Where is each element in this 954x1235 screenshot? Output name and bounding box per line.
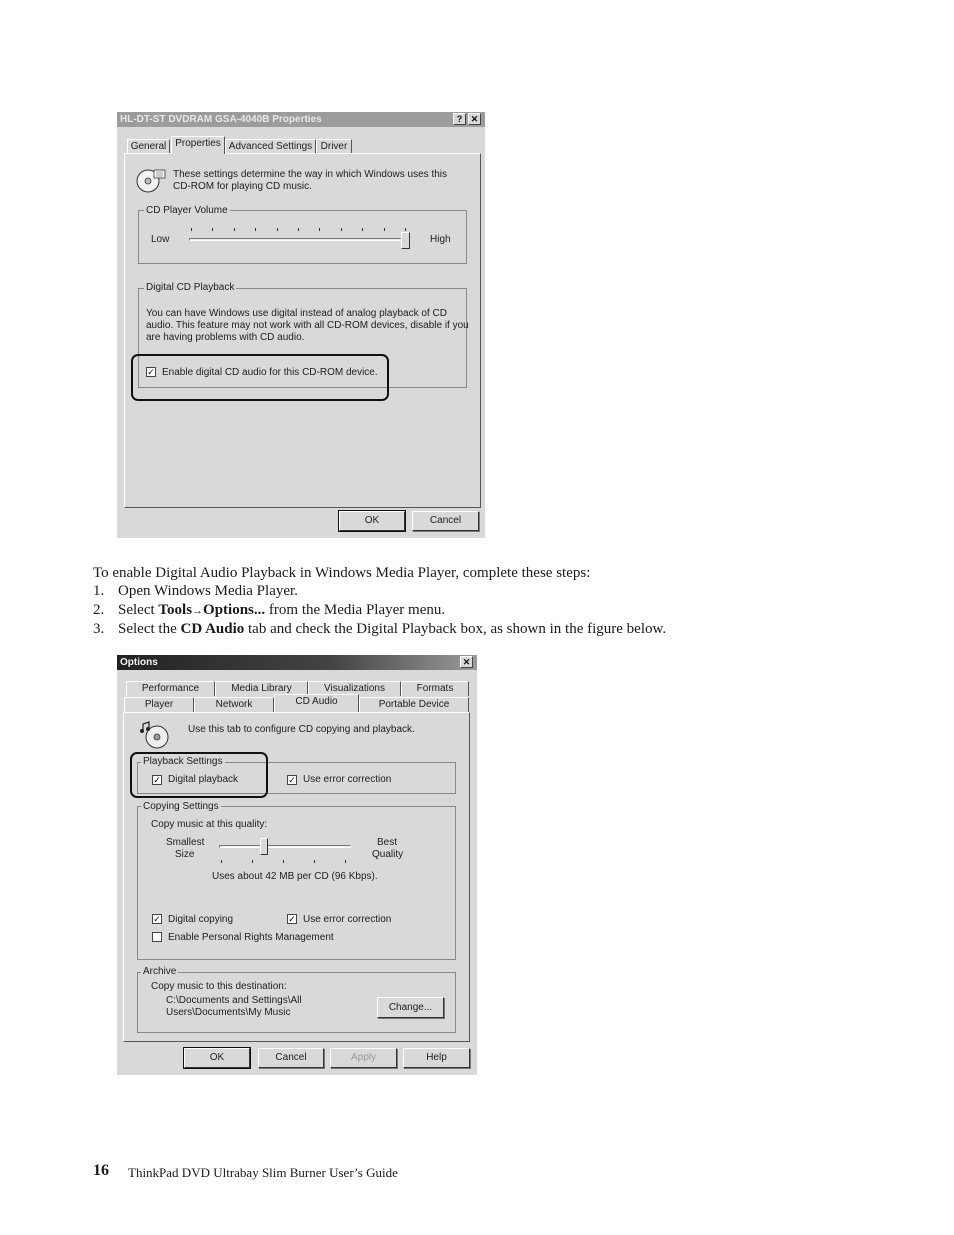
step-1-text: Open Windows Media Player. bbox=[118, 583, 298, 599]
footer-title: ThinkPad DVD Ultrabay Slim Burner User’s Guide bbox=[128, 1165, 398, 1180]
playback-settings-label: Playback Settings bbox=[143, 756, 223, 767]
cd-player-volume-label: CD Player Volume bbox=[146, 205, 228, 216]
quality-tick bbox=[221, 860, 222, 863]
volume-tick bbox=[384, 228, 385, 231]
instructions-intro: To enable Digital Audio Playback in Windows Media Player, complete these steps: bbox=[93, 565, 591, 581]
options-dialog bbox=[117, 655, 477, 1075]
change-button[interactable]: Change... bbox=[377, 997, 444, 1018]
tab-general[interactable]: General bbox=[127, 139, 170, 154]
quality-label: Quality bbox=[372, 849, 404, 860]
tab-formats[interactable]: Formats bbox=[401, 681, 469, 696]
quality-slider-thumb[interactable] bbox=[260, 838, 268, 855]
close-button[interactable]: ✕ bbox=[460, 656, 473, 668]
best-label: Best bbox=[377, 837, 398, 848]
high-label: High bbox=[430, 234, 451, 245]
volume-tick bbox=[341, 228, 342, 231]
cd-music-icon bbox=[136, 168, 166, 194]
quality-slider-track bbox=[219, 845, 351, 848]
uses-about-label: Uses about 42 MB per CD (96 Kbps). bbox=[212, 871, 378, 882]
tab-advanced-settings[interactable]: Advanced Settings bbox=[225, 139, 316, 154]
volume-tick bbox=[319, 228, 320, 231]
step-3-number: 3. bbox=[93, 621, 105, 637]
volume-slider-track bbox=[189, 238, 409, 241]
volume-tick bbox=[255, 228, 256, 231]
copy-quality-label: Copy music at this quality: bbox=[151, 819, 268, 830]
step-2-tools: Tools bbox=[158, 602, 193, 618]
page-number: 16 bbox=[93, 1162, 109, 1179]
digital-playback-checkbox[interactable]: ✓ bbox=[153, 775, 161, 785]
playback-error-correction-checkbox[interactable]: ✓ bbox=[288, 775, 296, 785]
enable-prm-checkbox[interactable] bbox=[152, 932, 162, 942]
volume-tick bbox=[298, 228, 299, 231]
highlight-outline bbox=[131, 354, 389, 401]
properties-intro-line2: CD-ROM for playing CD music. bbox=[173, 181, 312, 192]
archive-label: Archive bbox=[143, 966, 177, 977]
music-cd-icon bbox=[139, 721, 171, 749]
quality-tick bbox=[252, 860, 253, 863]
options-title-bar bbox=[117, 655, 477, 670]
highlight-outline bbox=[130, 752, 268, 798]
quality-tick bbox=[345, 860, 346, 863]
enable-digital-audio-checkbox[interactable]: ✓ bbox=[147, 367, 155, 377]
volume-tick bbox=[277, 228, 278, 231]
step-3-cd-audio: CD Audio bbox=[180, 621, 245, 637]
copying-settings-label: Copying Settings bbox=[143, 801, 219, 812]
low-label: Low bbox=[151, 234, 170, 245]
volume-tick bbox=[212, 228, 213, 231]
volume-tick bbox=[362, 228, 363, 231]
cancel-button[interactable]: Cancel bbox=[412, 511, 479, 531]
step-2-post: from the Media Player menu. bbox=[265, 602, 446, 618]
ok-button[interactable]: OK bbox=[184, 1048, 250, 1068]
copy-destination-label: Copy music to this destination: bbox=[151, 981, 287, 992]
size-label: Size bbox=[175, 849, 195, 860]
properties-title: HL-DT-ST DVDRAM GSA-4040B Properties bbox=[120, 114, 322, 125]
step-1-number: 1. bbox=[93, 583, 105, 599]
smallest-label: Smallest bbox=[166, 837, 205, 848]
copying-error-correction-label: Use error correction bbox=[303, 914, 392, 925]
quality-tick bbox=[314, 860, 315, 863]
tab-media-library[interactable]: Media Library bbox=[215, 681, 308, 696]
digital-cd-playback-label: Digital CD Playback bbox=[146, 282, 235, 293]
step-2-options: Options... bbox=[203, 602, 266, 618]
help-button[interactable]: ? bbox=[453, 113, 466, 125]
tab-performance[interactable]: Performance bbox=[126, 681, 215, 696]
playback-error-correction-label: Use error correction bbox=[303, 774, 392, 785]
volume-slider[interactable] bbox=[187, 226, 415, 252]
tab-properties[interactable]: Properties bbox=[171, 136, 225, 154]
digital-text-line1: You can have Windows use digital instead of analog playback of CD bbox=[146, 308, 447, 319]
digital-copying-checkbox[interactable]: ✓ bbox=[153, 914, 161, 924]
digital-playback-label: Digital playback bbox=[168, 774, 239, 785]
step-2-arrow: → bbox=[192, 605, 204, 617]
volume-slider-thumb[interactable] bbox=[401, 232, 410, 249]
digital-text-line2: audio. This feature may not work with all CD-ROM devices, disable if you bbox=[146, 320, 469, 331]
step-3-text bbox=[118, 620, 666, 639]
step-2-text bbox=[118, 601, 445, 621]
digital-copying-label: Digital copying bbox=[168, 914, 234, 925]
tab-driver[interactable]: Driver bbox=[316, 139, 352, 154]
step-3-post: tab and check the Digital Playback box, as shown in the figure below. bbox=[244, 621, 667, 637]
close-button[interactable]: ✕ bbox=[468, 113, 481, 125]
enable-digital-audio-label: Enable digital CD audio for this CD-ROM device. bbox=[162, 367, 378, 378]
volume-tick bbox=[191, 228, 192, 231]
quality-tick bbox=[283, 860, 284, 863]
tab-cd-audio[interactable]: CD Audio bbox=[274, 694, 359, 712]
quality-slider[interactable] bbox=[217, 838, 353, 866]
step-2-number: 2. bbox=[93, 602, 105, 618]
volume-tick bbox=[234, 228, 235, 231]
ok-button[interactable]: OK bbox=[339, 511, 405, 531]
destination-path-line2: Users\Documents\My Music bbox=[166, 1007, 291, 1018]
tab-network[interactable]: Network bbox=[194, 697, 274, 712]
copying-error-correction-checkbox[interactable]: ✓ bbox=[288, 914, 296, 924]
options-title: Options bbox=[120, 657, 158, 668]
help-button[interactable]: Help bbox=[403, 1048, 470, 1068]
tab-player[interactable]: Player bbox=[124, 697, 194, 712]
cancel-button[interactable]: Cancel bbox=[258, 1048, 324, 1068]
volume-tick bbox=[405, 228, 406, 231]
destination-path-line1: C:\Documents and Settings\All bbox=[166, 995, 302, 1006]
step-2-pre: Select bbox=[118, 602, 159, 618]
apply-button[interactable]: Apply bbox=[330, 1048, 397, 1068]
enable-prm-label: Enable Personal Rights Management bbox=[168, 932, 334, 943]
digital-text-line3: are having problems with CD audio. bbox=[146, 332, 305, 343]
step-3-pre: Select the bbox=[118, 621, 181, 637]
tab-visualizations[interactable]: Visualizations bbox=[308, 681, 401, 696]
tab-portable-device[interactable]: Portable Device bbox=[359, 697, 469, 712]
properties-dialog bbox=[117, 112, 485, 538]
properties-intro-line1: These settings determine the way in which Windows uses this bbox=[173, 169, 448, 180]
cd-audio-intro: Use this tab to configure CD copying and playback. bbox=[188, 724, 415, 735]
properties-title-bar bbox=[117, 112, 485, 127]
